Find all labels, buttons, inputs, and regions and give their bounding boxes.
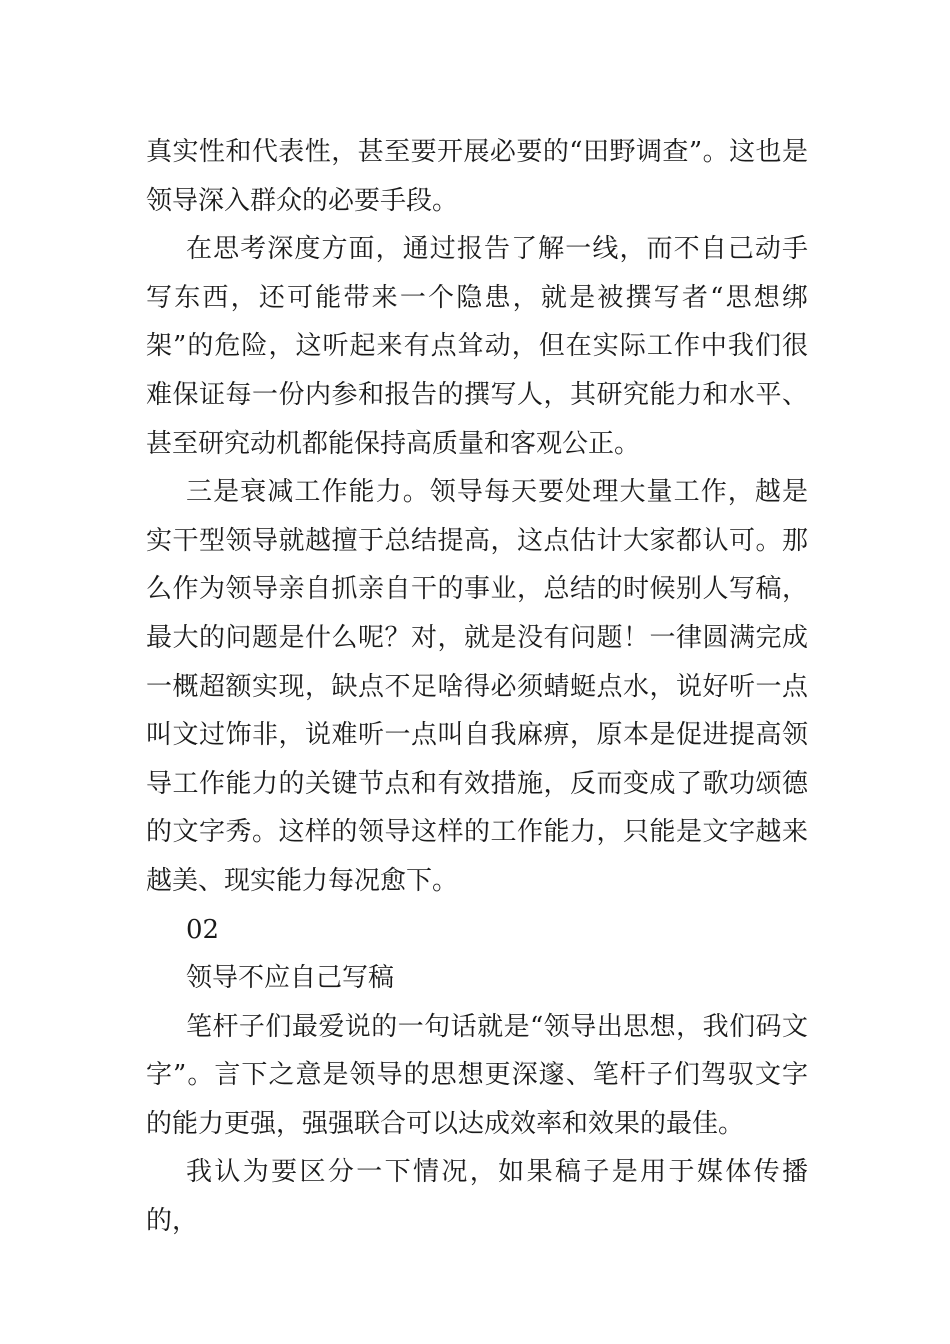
section-number: 02: [186, 914, 220, 945]
paragraph-continuation: 真实性和代表性，甚至要开展必要的“田野调查”。这也是领导深入群众的必要手段。: [146, 137, 808, 216]
document-body: [146, 128, 808, 1246]
paragraph-writers-saying: 笔杆子们最爱说的一句话就是“领导出思想，我们码文字”。言下之意是领导的思想更深邃、笔杆子们驾驭文字的能力更强，强强联合可以达成效率和效果的最佳。: [146, 1011, 808, 1139]
paragraph-work-ability: 三是衰减工作能力。领导每天要处理大量工作，越是实干型领导就越擅于总结提高，这点估计大家都认可。那么作为领导亲自抓亲自干的事业，总结的时候别人写稿，最大的问题是什么呢？对，就是没有问题！一律圆满完成一概超额实现，缺点不足啥得必须蜻蜓点水，说好听一点叫文过饰非，说难听一点叫自我麻痹，原本是促进提高领导工作能力的关键节点和有效措施，反而变成了歌功颂德的文字秀。这样的领导这样的工作能力，只能是文字越来越美、现实能力每况愈下。: [146, 477, 808, 896]
paragraph-thinking-depth: 在思考深度方面，通过报告了解一线，而不自己动手写东西，还可能带来一个隐患，就是被撰写者“思想绑架”的危险，这听起来有点耸动，但在实际工作中我们很难保证每一份内参和报告的撰写人，其研究能力和水平、甚至研究动机都能保持高质量和客观公正。: [146, 234, 808, 459]
paragraph-distinguish: 我认为要区分一下情况，如果稿子是用于媒体传播的，: [146, 1157, 808, 1237]
section-title: 领导不应自己写稿: [186, 963, 395, 994]
